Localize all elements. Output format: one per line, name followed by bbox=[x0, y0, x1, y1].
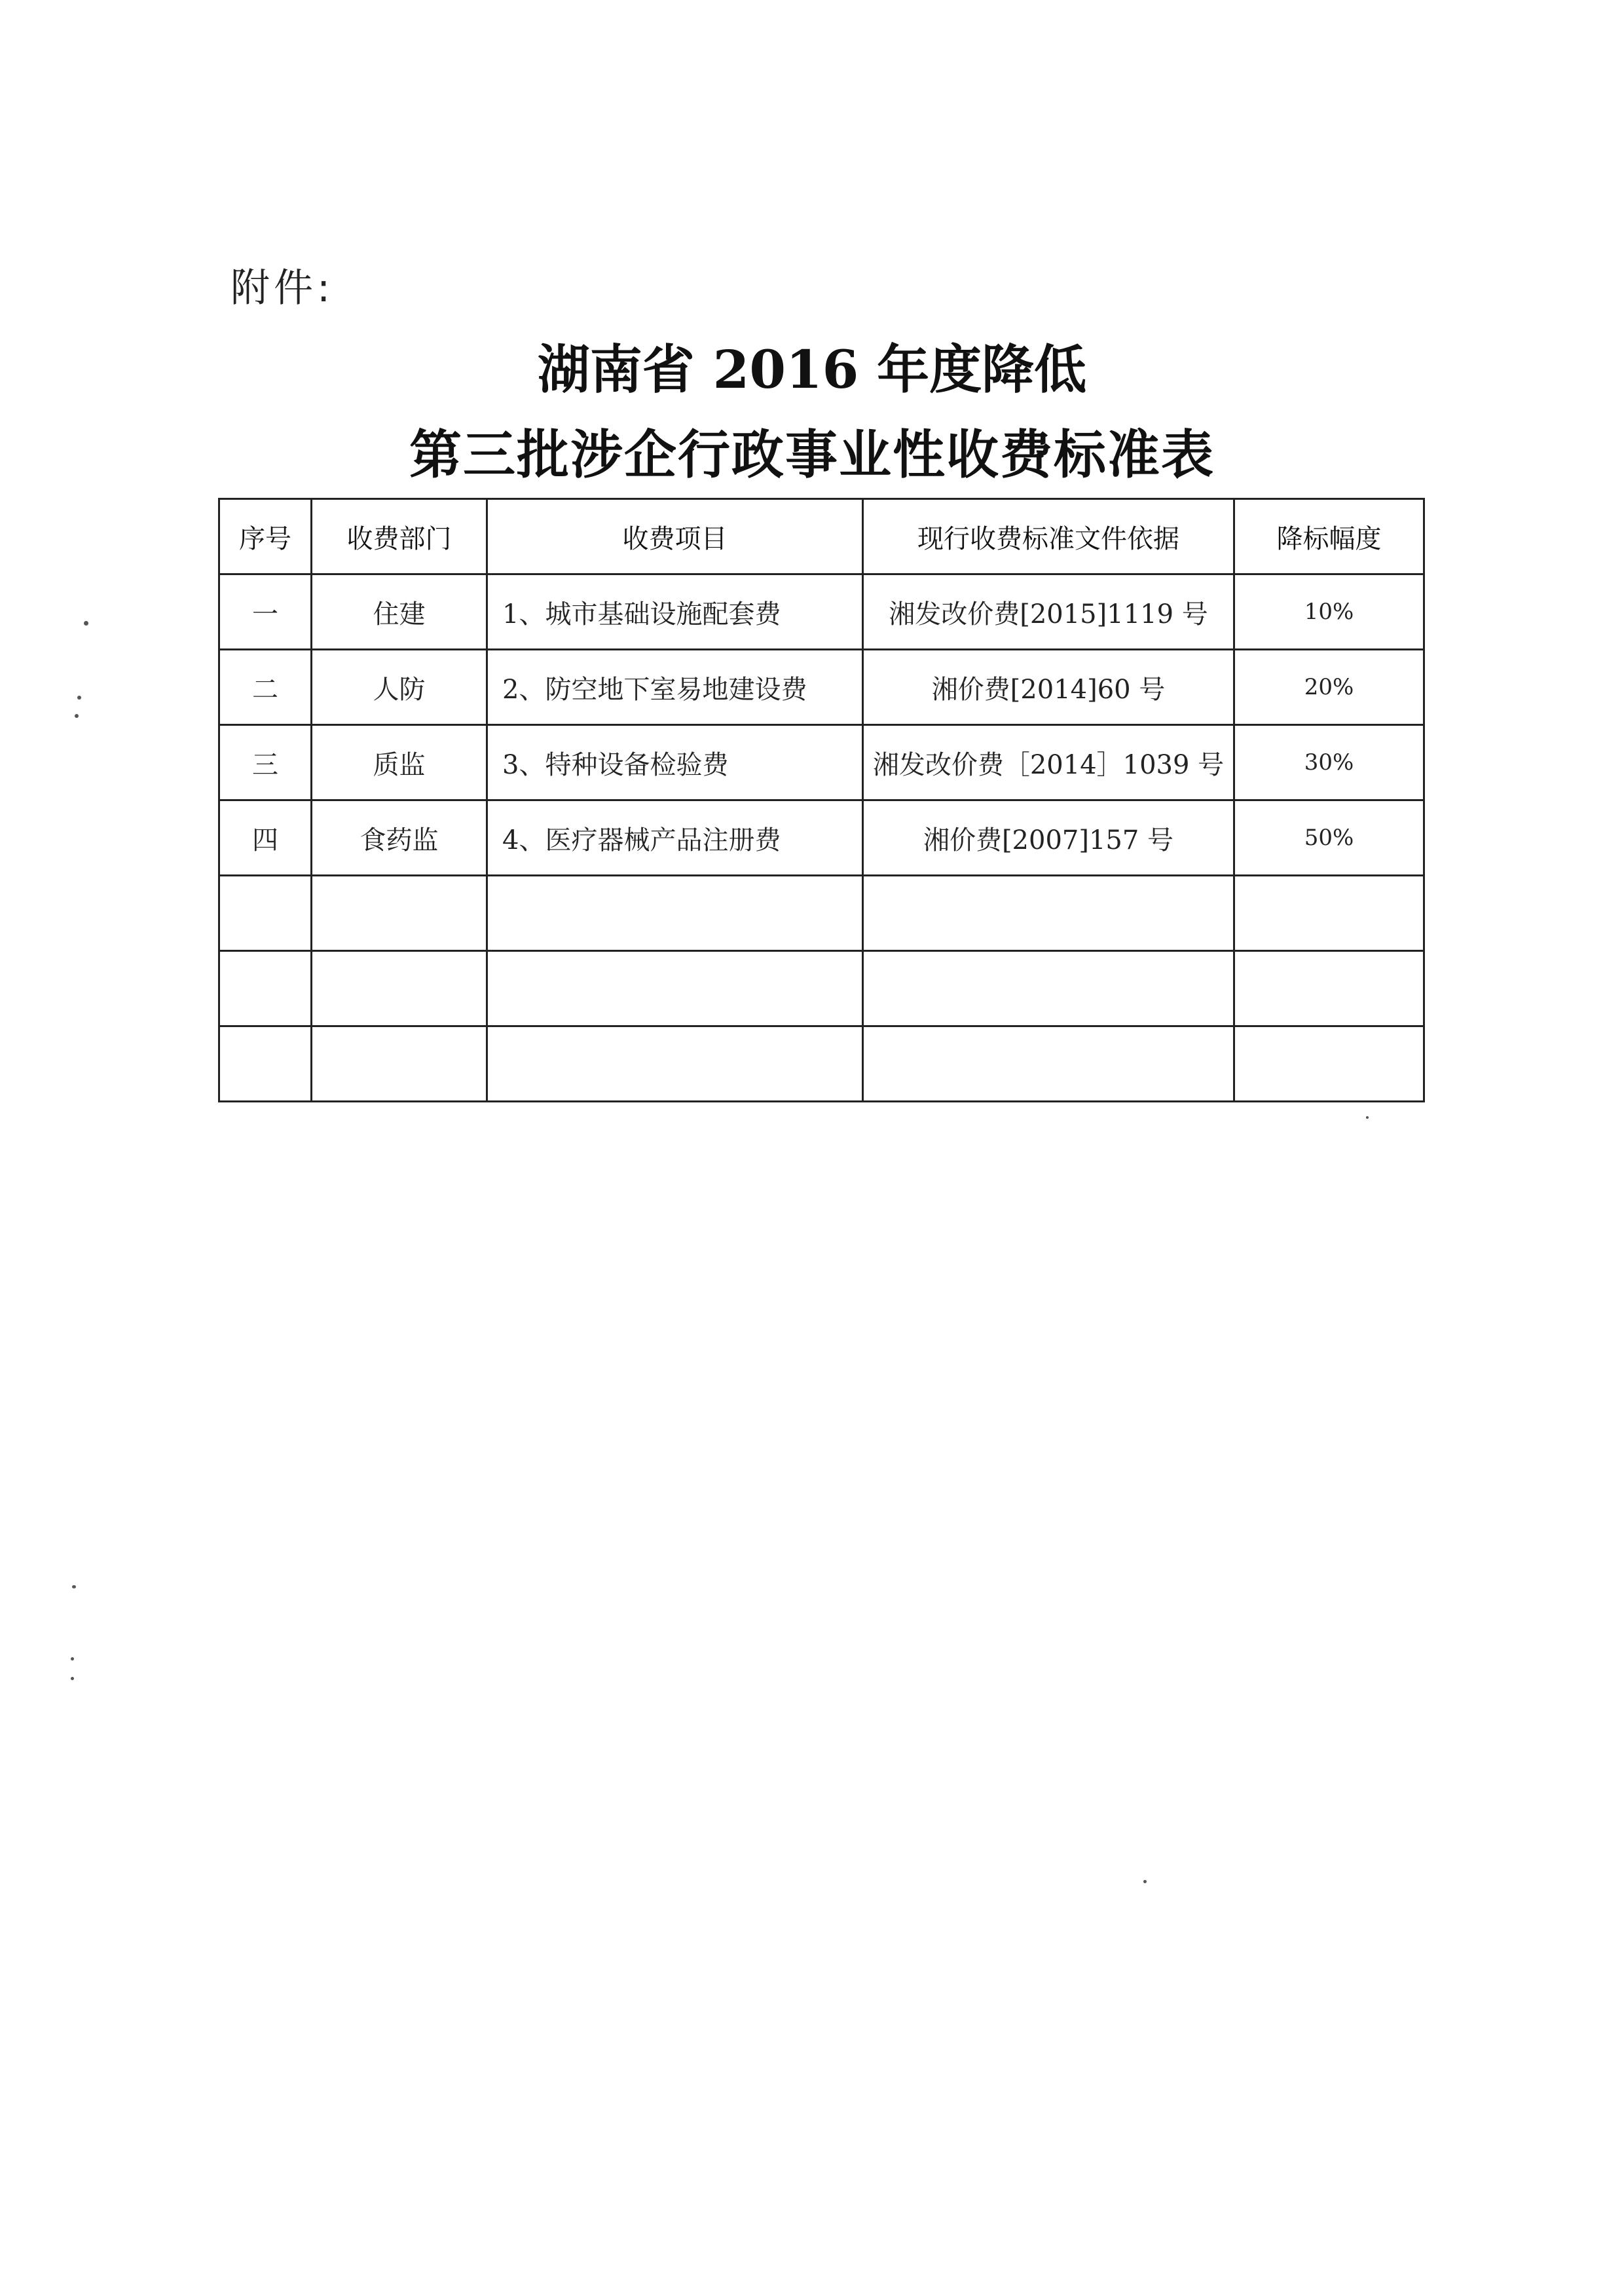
cell-index: 三 bbox=[219, 725, 312, 800]
cell-department bbox=[312, 951, 487, 1026]
scan-speck bbox=[84, 621, 88, 626]
table-row bbox=[219, 725, 1424, 800]
cell-index: 二 bbox=[219, 650, 312, 725]
scan-speck bbox=[71, 1677, 74, 1680]
table-row bbox=[219, 800, 1424, 876]
header-reduction: 降标幅度 bbox=[1234, 499, 1424, 574]
header-item: 收费项目 bbox=[487, 499, 863, 574]
cell-reduction bbox=[1234, 876, 1424, 951]
cell-item bbox=[487, 1026, 863, 1102]
cell-department: 住建 bbox=[312, 574, 487, 650]
document-title-line-1: 湖南省 2016 年度降低 bbox=[537, 339, 1087, 400]
cell-basis: 湘价费[2014]60 号 bbox=[863, 650, 1234, 725]
cell-department: 食药监 bbox=[312, 800, 487, 876]
header-department: 收费部门 bbox=[312, 499, 487, 574]
table-row-empty bbox=[219, 876, 1424, 951]
scan-speck bbox=[1366, 1116, 1369, 1119]
cell-reduction: 10% bbox=[1234, 574, 1424, 650]
scan-speck bbox=[77, 696, 81, 700]
cell-department bbox=[312, 1026, 487, 1102]
cell-reduction: 30% bbox=[1234, 725, 1424, 800]
cell-reduction: 50% bbox=[1234, 800, 1424, 876]
cell-reduction bbox=[1234, 951, 1424, 1026]
cell-index bbox=[219, 1026, 312, 1102]
cell-basis bbox=[863, 1026, 1234, 1102]
scan-speck bbox=[1143, 1880, 1147, 1883]
table-header-row bbox=[219, 499, 1424, 574]
cell-item bbox=[487, 876, 863, 951]
cell-item: 4、医疗器械产品注册费 bbox=[487, 800, 863, 876]
cell-basis bbox=[863, 876, 1234, 951]
cell-department bbox=[312, 876, 487, 951]
cell-basis: 湘发改价费［2014］1039 号 bbox=[863, 725, 1234, 800]
attachment-label: 附件: bbox=[231, 265, 335, 311]
cell-department: 质监 bbox=[312, 725, 487, 800]
cell-item: 2、防空地下室易地建设费 bbox=[487, 650, 863, 725]
scan-speck bbox=[75, 714, 79, 718]
cell-basis bbox=[863, 951, 1234, 1026]
cell-basis: 湘价费[2007]157 号 bbox=[863, 800, 1234, 876]
table-row bbox=[219, 574, 1424, 650]
document-title-line-2: 第三批涉企行政事业性收费标准表 bbox=[409, 424, 1215, 485]
cell-index bbox=[219, 951, 312, 1026]
table-row-empty bbox=[219, 951, 1424, 1026]
cell-item: 1、城市基础设施配套费 bbox=[487, 574, 863, 650]
header-basis: 现行收费标准文件依据 bbox=[863, 499, 1234, 574]
cell-basis: 湘发改价费[2015]1119 号 bbox=[863, 574, 1234, 650]
cell-reduction: 20% bbox=[1234, 650, 1424, 725]
scan-speck bbox=[71, 1657, 74, 1661]
fee-standard-table bbox=[218, 498, 1425, 1102]
cell-index bbox=[219, 876, 312, 951]
table-row bbox=[219, 650, 1424, 725]
cell-index: 一 bbox=[219, 574, 312, 650]
cell-index: 四 bbox=[219, 800, 312, 876]
scan-speck bbox=[72, 1585, 76, 1588]
cell-reduction bbox=[1234, 1026, 1424, 1102]
cell-item bbox=[487, 951, 863, 1026]
header-index: 序号 bbox=[219, 499, 312, 574]
cell-department: 人防 bbox=[312, 650, 487, 725]
table-row-empty bbox=[219, 1026, 1424, 1102]
cell-item: 3、特种设备检验费 bbox=[487, 725, 863, 800]
